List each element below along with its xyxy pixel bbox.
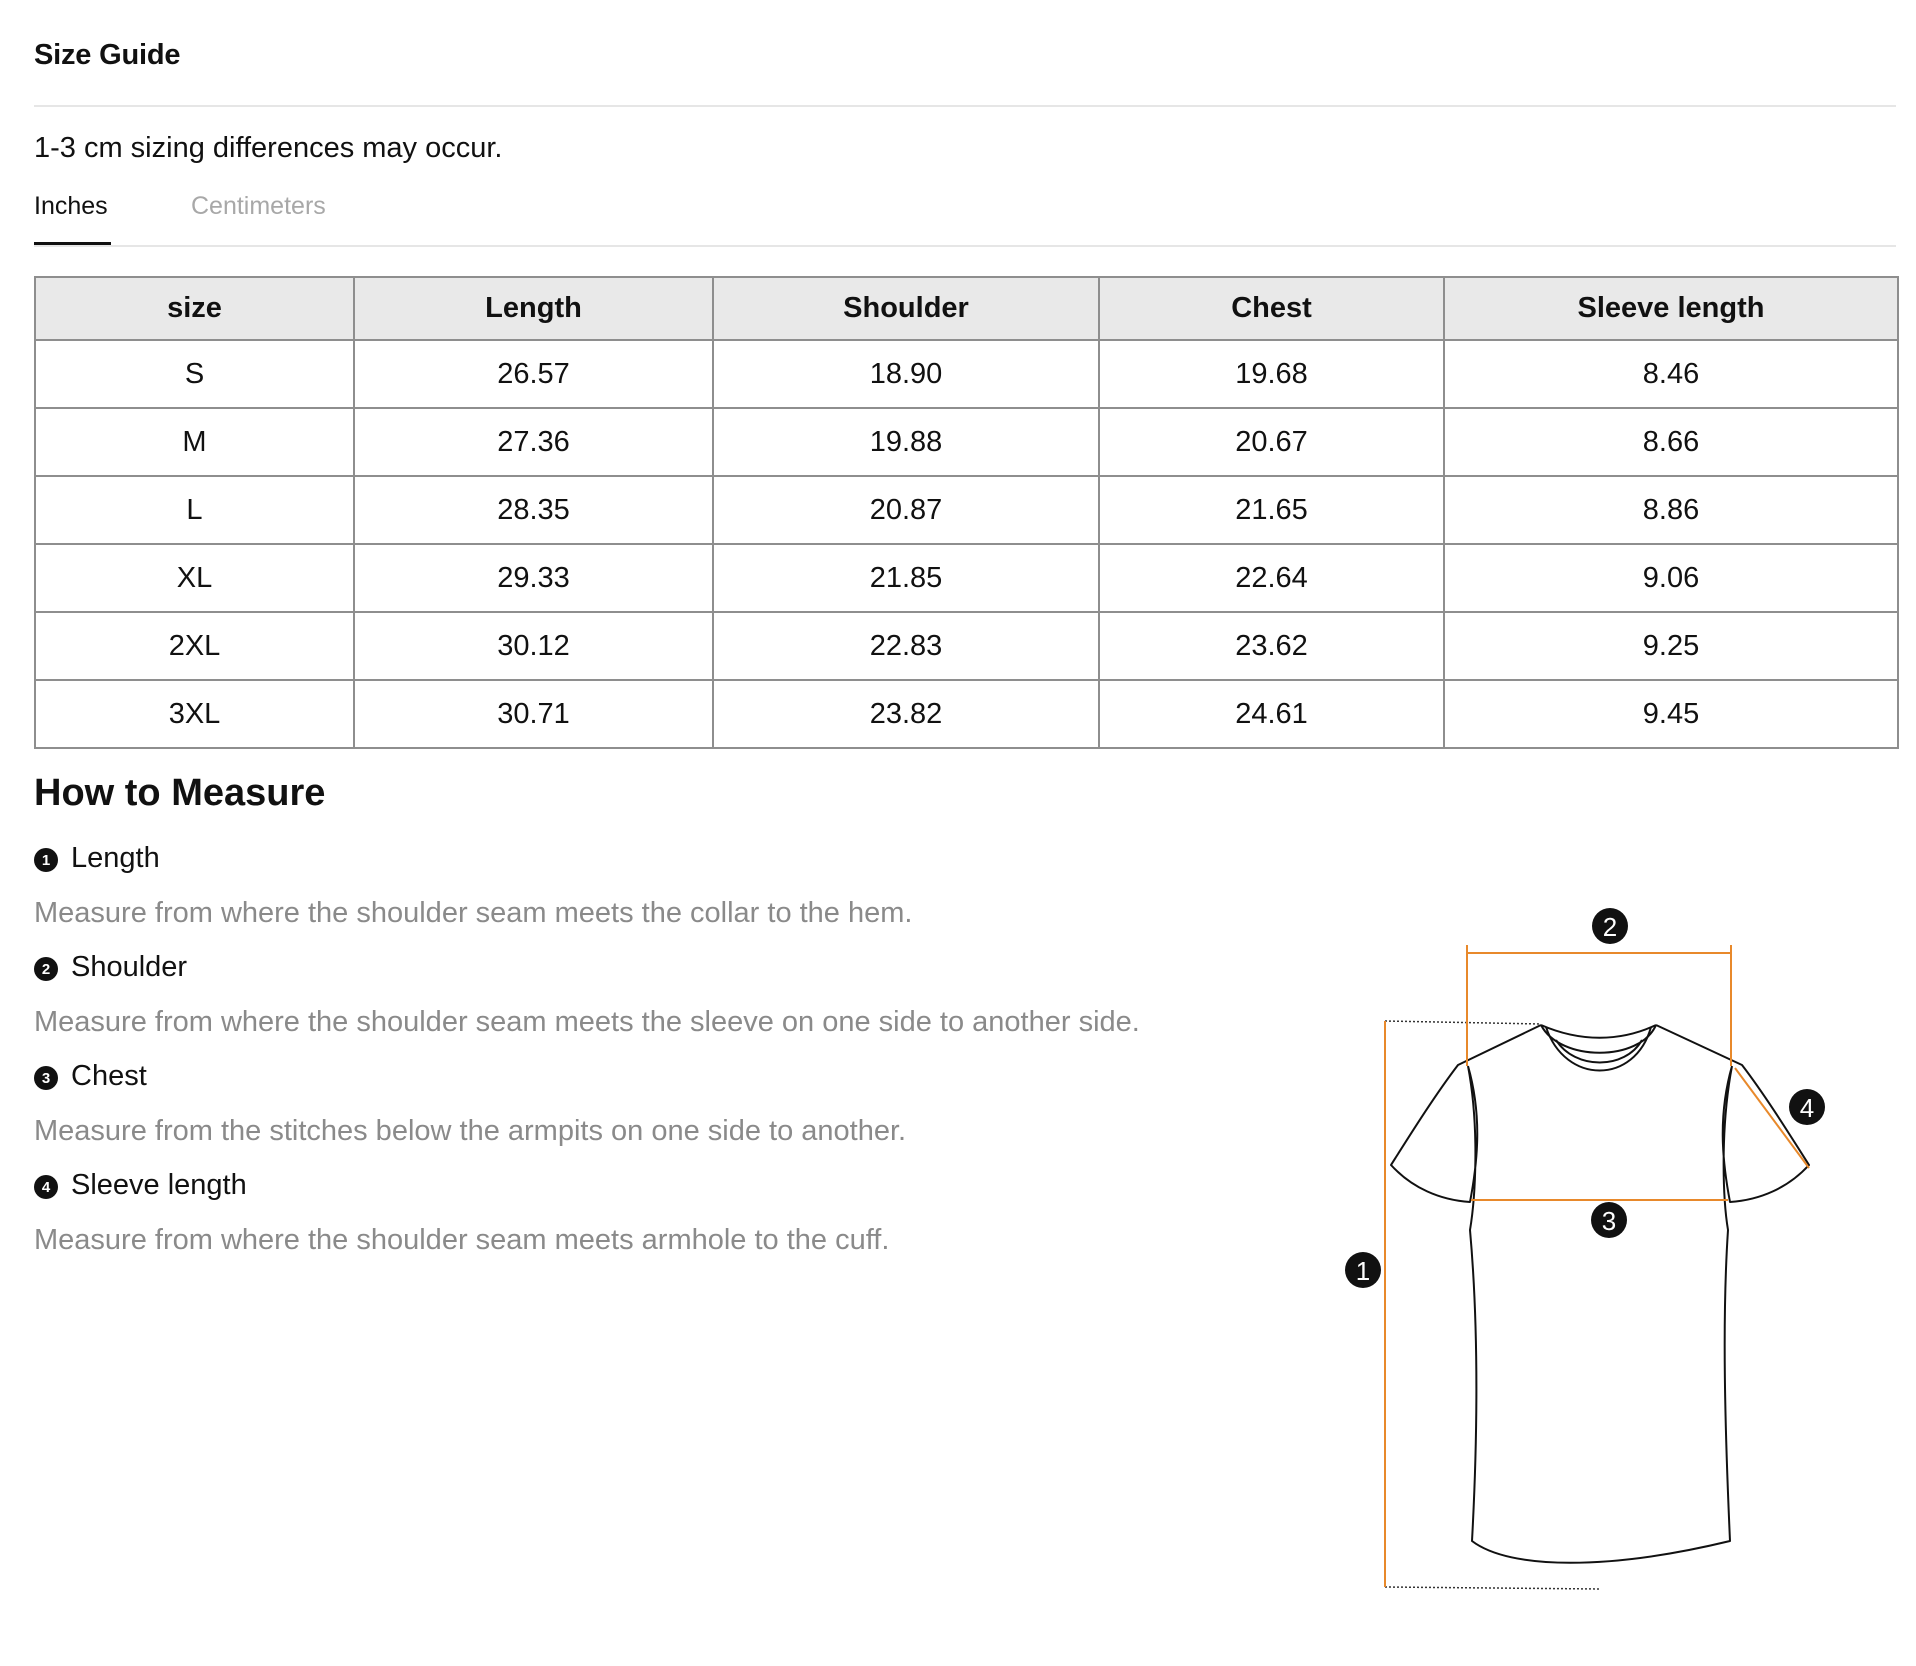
table-cell: 9.25 bbox=[1444, 612, 1898, 680]
table-cell: 26.57 bbox=[354, 340, 713, 408]
marker-label: 3 bbox=[1601, 1206, 1617, 1236]
table-cell: 20.67 bbox=[1099, 408, 1444, 476]
measure-step-sleeve-length bbox=[34, 1169, 889, 1257]
title-divider bbox=[34, 105, 1896, 107]
how-to-measure-heading: How to Measure bbox=[34, 772, 326, 814]
marker-4-icon bbox=[1789, 1089, 1825, 1125]
step-description: Measure from the stitches below the armpits on one side to another. bbox=[34, 1115, 907, 1147]
measure-step-shoulder bbox=[34, 951, 1140, 1039]
table-cell: 21.65 bbox=[1099, 476, 1444, 544]
measure-step-length bbox=[34, 842, 912, 930]
marker-label: 4 bbox=[1799, 1093, 1815, 1123]
column-header-size: size bbox=[35, 277, 354, 340]
step-title: Length bbox=[71, 842, 160, 874]
tab-centimeters[interactable]: Centimeters bbox=[191, 192, 326, 220]
size-table bbox=[34, 276, 1899, 749]
column-header-length: Length bbox=[354, 277, 713, 340]
table-cell: 24.61 bbox=[1099, 680, 1444, 748]
table-cell: 8.86 bbox=[1444, 476, 1898, 544]
table-cell: 28.35 bbox=[354, 476, 713, 544]
tshirt-measurement-diagram bbox=[1290, 870, 1910, 1610]
marker-3-icon bbox=[1591, 1202, 1627, 1238]
number-1-icon: 1 bbox=[34, 848, 58, 872]
step-title: Shoulder bbox=[71, 951, 188, 983]
table-cell: 19.68 bbox=[1099, 340, 1444, 408]
step-description: Measure from where the shoulder seam meets the sleeve on one side to another side. bbox=[34, 1006, 1140, 1038]
marker-label: 1 bbox=[1355, 1256, 1371, 1286]
table-cell: 8.66 bbox=[1444, 408, 1898, 476]
table-cell: 29.33 bbox=[354, 544, 713, 612]
column-header-sleeve-length: Sleeve length bbox=[1444, 277, 1898, 340]
marker-label: 2 bbox=[1602, 912, 1618, 942]
marker-2-icon bbox=[1592, 908, 1628, 944]
number-4-icon: 4 bbox=[34, 1175, 58, 1199]
measure-step-chest bbox=[34, 1060, 906, 1148]
column-header-shoulder: Shoulder bbox=[713, 277, 1099, 340]
column-header-chest: Chest bbox=[1099, 277, 1444, 340]
table-cell: 30.71 bbox=[354, 680, 713, 748]
table-cell: 19.88 bbox=[713, 408, 1099, 476]
table-cell: 8.46 bbox=[1444, 340, 1898, 408]
step-description: Measure from where the shoulder seam meets armhole to the cuff. bbox=[34, 1224, 890, 1256]
step-title: Sleeve length bbox=[71, 1169, 247, 1201]
table-cell: 20.87 bbox=[713, 476, 1099, 544]
table-cell: 27.36 bbox=[354, 408, 713, 476]
table-cell: 23.62 bbox=[1099, 612, 1444, 680]
table-row bbox=[35, 408, 1898, 476]
table-cell: L bbox=[35, 476, 354, 544]
table-cell: 9.45 bbox=[1444, 680, 1898, 748]
tabs-divider bbox=[34, 245, 1896, 247]
marker-1-icon bbox=[1345, 1252, 1381, 1288]
table-cell: 21.85 bbox=[713, 544, 1099, 612]
unit-tabs bbox=[34, 192, 1896, 248]
table-row bbox=[35, 476, 1898, 544]
table-row bbox=[35, 340, 1898, 408]
table-cell: XL bbox=[35, 544, 354, 612]
table-cell: 22.83 bbox=[713, 612, 1099, 680]
sizing-note: 1-3 cm sizing differences may occur. bbox=[34, 132, 503, 164]
table-cell: M bbox=[35, 408, 354, 476]
table-cell: 2XL bbox=[35, 612, 354, 680]
step-title: Chest bbox=[71, 1060, 147, 1092]
table-header-row bbox=[35, 277, 1898, 340]
length-bottom-guide bbox=[1385, 1587, 1600, 1589]
table-cell: 23.82 bbox=[713, 680, 1099, 748]
table-cell: 18.90 bbox=[713, 340, 1099, 408]
table-row bbox=[35, 544, 1898, 612]
table-cell: 22.64 bbox=[1099, 544, 1444, 612]
table-cell: 30.12 bbox=[354, 612, 713, 680]
table-cell: 9.06 bbox=[1444, 544, 1898, 612]
number-3-icon: 3 bbox=[34, 1066, 58, 1090]
number-2-icon: 2 bbox=[34, 957, 58, 981]
tshirt-outline bbox=[1391, 1025, 1809, 1563]
table-row bbox=[35, 612, 1898, 680]
table-cell: S bbox=[35, 340, 354, 408]
step-description: Measure from where the shoulder seam meets the collar to the hem. bbox=[34, 897, 913, 929]
tab-inches[interactable]: Inches bbox=[34, 192, 108, 220]
table-row bbox=[35, 680, 1898, 748]
table-cell: 3XL bbox=[35, 680, 354, 748]
length-top-guide bbox=[1385, 1021, 1541, 1024]
page-title: Size Guide bbox=[34, 39, 181, 71]
